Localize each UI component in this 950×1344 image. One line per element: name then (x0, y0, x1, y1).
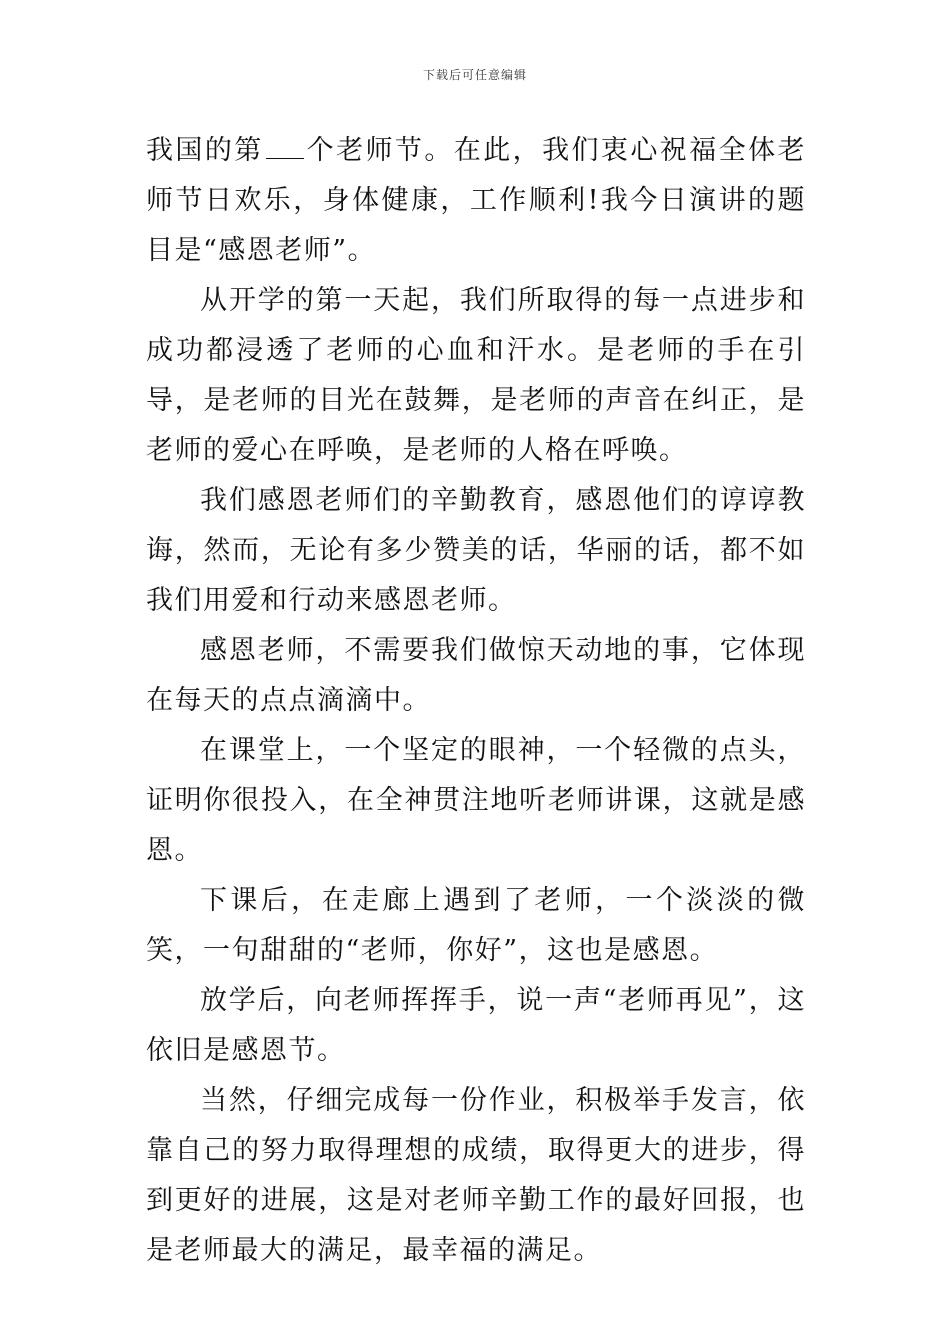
paragraph: 我们感恩老师们的辛勤教育，感恩他们的谆谆教诲，然而，无论有多少赞美的话，华丽的话，都不如我们用爱和行动来感恩老师。 (146, 485, 806, 616)
intro-text-before-blank: 我国的第 (146, 135, 264, 166)
paragraph: 在课堂上，一个坚定的眼神，一个轻微的点头，证明你很投入，在全神贯注地听老师讲课，这就是感恩。 (146, 735, 806, 866)
paragraph: 从开学的第一天起，我们所取得的每一点进步和成功都浸透了老师的心血和汗水。是老师的手在引导，是老师的目光在鼓舞，是老师的声音在纠正，是老师的爱心在呼唤，是老师的人格在呼唤。 (146, 285, 806, 466)
intro-text-after-blank: 个老师节。在此，我们衷心祝福全体老师节日欢乐，身体健康，工作顺利!我今日演讲的题目是“感恩老师”。 (146, 135, 807, 266)
document-body (146, 126, 806, 1276)
paragraph: 下课后，在走廊上遇到了老师，一个淡淡的微笑，一句甜甜的“老师，你好”，这也是感恩。 (146, 885, 806, 966)
paragraph: 放学后，向老师挥挥手，说一声“老师再见”，这依旧是感恩节。 (146, 985, 806, 1066)
header-note: 下载后可任意编辑 (422, 68, 527, 82)
paragraph: 感恩老师，不需要我们做惊天动地的事，它体现在每天的点点滴滴中。 (146, 635, 806, 716)
paragraph: 当然，仔细完成每一份作业，积极举手发言，依靠自己的努力取得理想的成绩，取得更大的进步，得到更好的进展，这是对老师辛勤工作的最好回报，也是老师最大的满足，最幸福的满足。 (146, 1085, 806, 1266)
paragraph-intro (146, 126, 806, 276)
fill-in-blank (266, 138, 304, 159)
